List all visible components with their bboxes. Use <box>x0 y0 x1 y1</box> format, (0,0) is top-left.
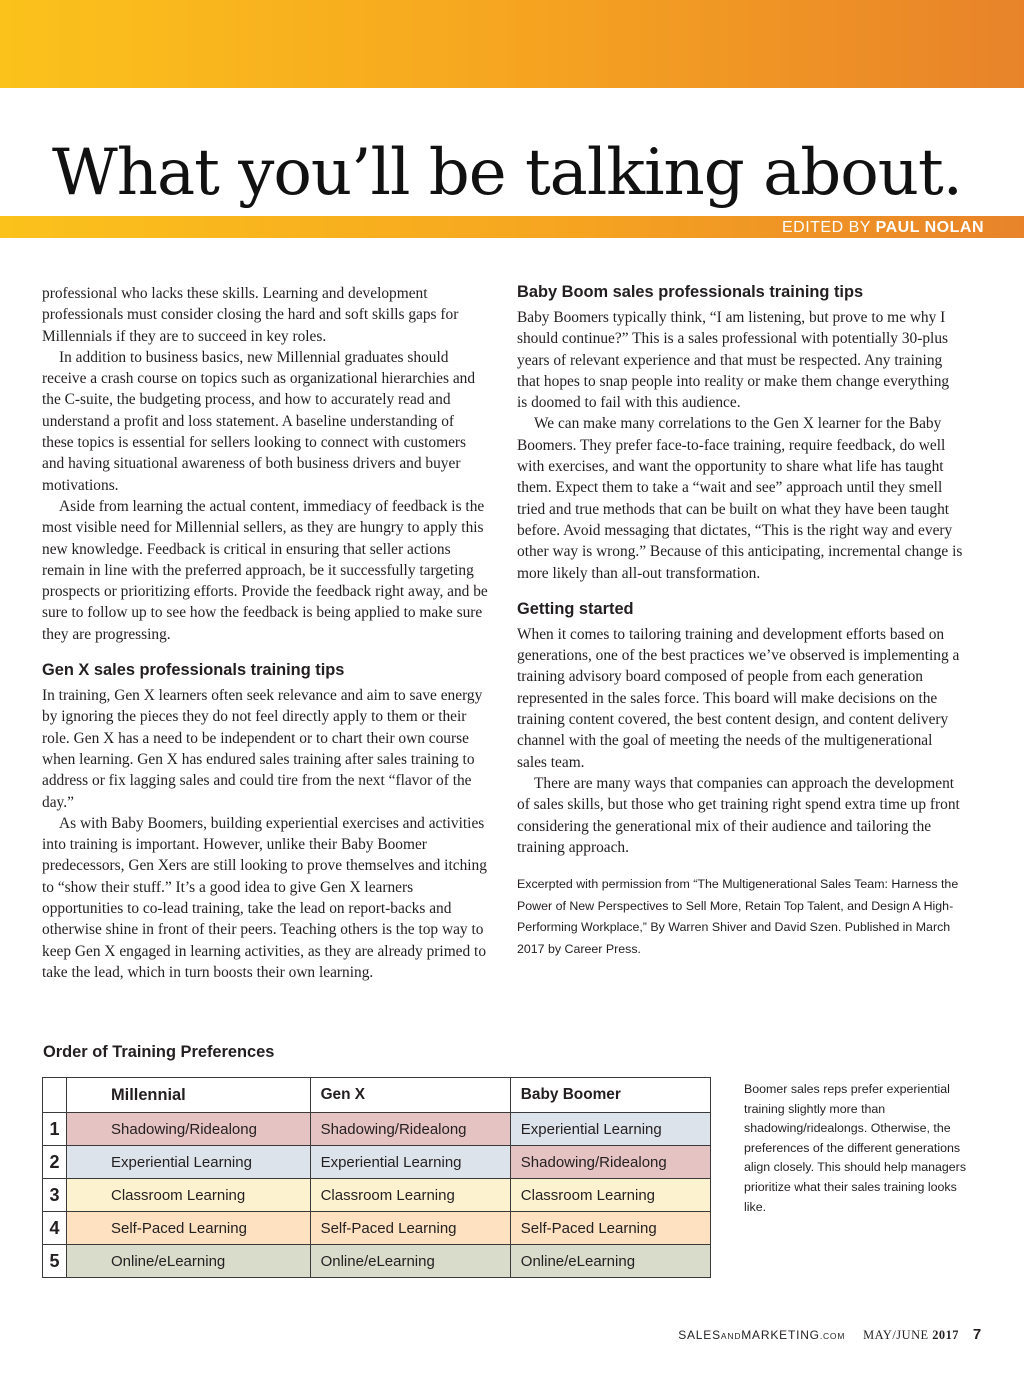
rank-cell: 1 <box>43 1113 67 1146</box>
rank-cell: 2 <box>43 1146 67 1179</box>
right-column <box>517 281 963 960</box>
table-row <box>43 1212 711 1245</box>
table-cell: Shadowing/Ridealong <box>67 1113 311 1146</box>
rank-cell: 4 <box>43 1212 67 1245</box>
table-cell: Shadowing/Ridealong <box>510 1146 710 1179</box>
table-row <box>43 1146 711 1179</box>
left-paragraph-3: Aside from learning the actual content, immediacy of feedback is the most visible need for Millennial sellers, as they are hungry to apply this new knowledge. Feedback is critical in ensuring that seller actions remain in line with the preferred approach, be it successfully targeting prospects or prioritizing efforts. Provide the feedback right away, and be sure to follow up to see how the feedback is being applied to make sure they are progressing. <box>42 497 488 643</box>
right-paragraph-2: We can make many correlations to the Gen X learner for the Baby Boomers. They prefer face-to-face training, require feedback, do well with exercises, and want the opportunity to share what life has taught them. Expect them to take a “wait and see” approach until they smell tried and true methods that can be built on what they have been taught before. Avoid messaging that dictates, “This is the right way and every other way is wrong.” Because of this anticipating, incremental change is more likely than all-out transformation. <box>517 415 963 582</box>
left-paragraph-5: As with Baby Boomers, building experiential exercises and activities into training is important. However, unlike their Baby Boomer predecessors, Gen Xers are still looking to prove themselves and itching to “show their stuff.” It’s a good idea to give Gen X learners opportunities to co-lead training, take the lead on report-backs and otherwise shine in front of their peers. Teaching others is the top way to keep Gen X engaged in learning activities, as they are already primed to take the lead, which in turn boosts their own learning. <box>42 814 487 981</box>
table-cell: Self-Paced Learning <box>510 1212 710 1245</box>
page-footer <box>678 1326 982 1343</box>
byline-name: PAUL NOLAN <box>875 219 984 236</box>
table-row <box>43 1245 711 1278</box>
table-cell: Classroom Learning <box>310 1179 510 1212</box>
top-color-band <box>0 0 1024 88</box>
table-corner-cell <box>43 1078 67 1113</box>
training-preferences-table <box>42 1077 711 1278</box>
header-millennial: Millennial <box>67 1078 311 1113</box>
table-cell: Online/eLearning <box>67 1245 311 1278</box>
byline-prefix: EDITED BY <box>781 219 871 236</box>
table-cell: Online/eLearning <box>310 1245 510 1278</box>
left-paragraph-4: In training, Gen X learners often seek relevance and aim to save energy by ignoring the pieces they do not feel directly apply to them or their role. Gen X has a need to be independent or to chart their own course when learning. Gen X has endured sales training after sales training to address or fix lagging sales and could tire from the next “flavor of the day.” <box>42 687 483 811</box>
magazine-name: SALESANDMARKETING.COM <box>678 1328 846 1342</box>
table-cell: Online/eLearning <box>510 1245 710 1278</box>
getting-started-heading: Getting started <box>517 599 634 618</box>
right-paragraph-1: Baby Boomers typically think, “I am listening, but prove to me why I should continue?” This is a sales professional with potentially 30-plus years of relevant experience and that must be respected. Any training that hopes to snap people into reality or make them change everything is doomed to fail with this audience. <box>517 309 950 412</box>
table-cell: Self-Paced Learning <box>310 1212 510 1245</box>
table-cell: Shadowing/Ridealong <box>310 1113 510 1146</box>
table-cell: Classroom Learning <box>510 1179 710 1212</box>
table-row <box>43 1179 711 1212</box>
right-paragraph-3: When it comes to tailoring training and development efforts based on generations, one of the best practices we’ve observed is implementing a training advisory board composed of people from each generation represented in the sales force. This board will make decisions on the training content covered, the best content design, and content delivery channel with the goal of meeting the needs of the multigenerational sales team. <box>517 625 960 771</box>
table-side-note: Boomer sales reps prefer experiential training slightly more than shadowing/ridealongs. Otherwise, the preferences of the different generations align closely. This should help managers prioritize what their sales training looks like. <box>744 1082 967 1214</box>
table-cell: Experiential Learning <box>67 1146 311 1179</box>
rank-cell: 5 <box>43 1245 67 1278</box>
left-column <box>42 283 488 983</box>
right-paragraph-4: There are many ways that companies can approach the development of sales skills, but those who get training right spend extra time up front considering the generational mix of their audience and tailoring the training approach. <box>517 774 960 856</box>
table-cell: Classroom Learning <box>67 1179 311 1212</box>
genx-heading: Gen X sales professionals training tips <box>42 661 345 680</box>
issue-date: MAY/JUNE 2017 <box>863 1328 959 1342</box>
left-paragraph-1: professional who lacks these skills. Learning and development professionals must consider closing the hard and soft skills gaps for Millennials if they are to succeed in key roles. <box>42 285 459 345</box>
page-headline: What you’ll be talking about. <box>52 136 962 210</box>
boomer-heading: Baby Boom sales professionals training tips <box>517 283 864 301</box>
table-title: Order of Training Preferences <box>43 1043 275 1061</box>
left-paragraph-2: In addition to business basics, new Millennial graduates should receive a crash course on topics such as organizational hierarchies and the C-suite, the budgeting process, and how to accurately read and understand a profit and loss statement. A baseline understanding of these topics is essential for sellers looking to connect with customers and having situational awareness of both business drivers and buyer motivations. <box>42 348 476 494</box>
rank-cell: 3 <box>43 1179 67 1212</box>
table-row <box>43 1113 711 1146</box>
page-number: 7 <box>972 1326 982 1343</box>
table-cell: Experiential Learning <box>510 1113 710 1146</box>
header-genx: Gen X <box>310 1078 510 1113</box>
header-baby-boomer: Baby Boomer <box>510 1078 710 1113</box>
table-cell: Self-Paced Learning <box>67 1212 311 1245</box>
table-header-row <box>43 1078 711 1113</box>
byline <box>782 216 984 238</box>
excerpt-credit: Excerpted with permission from “The Multigenerational Sales Team: Harness the Power of New Perspectives to Sell More, Retain Top Talent, and Design A High-Performing Workplace,” By Warren Shiver and David Szen. Published in March 2017 by Career Press. <box>517 877 959 956</box>
table-cell: Experiential Learning <box>310 1146 510 1179</box>
